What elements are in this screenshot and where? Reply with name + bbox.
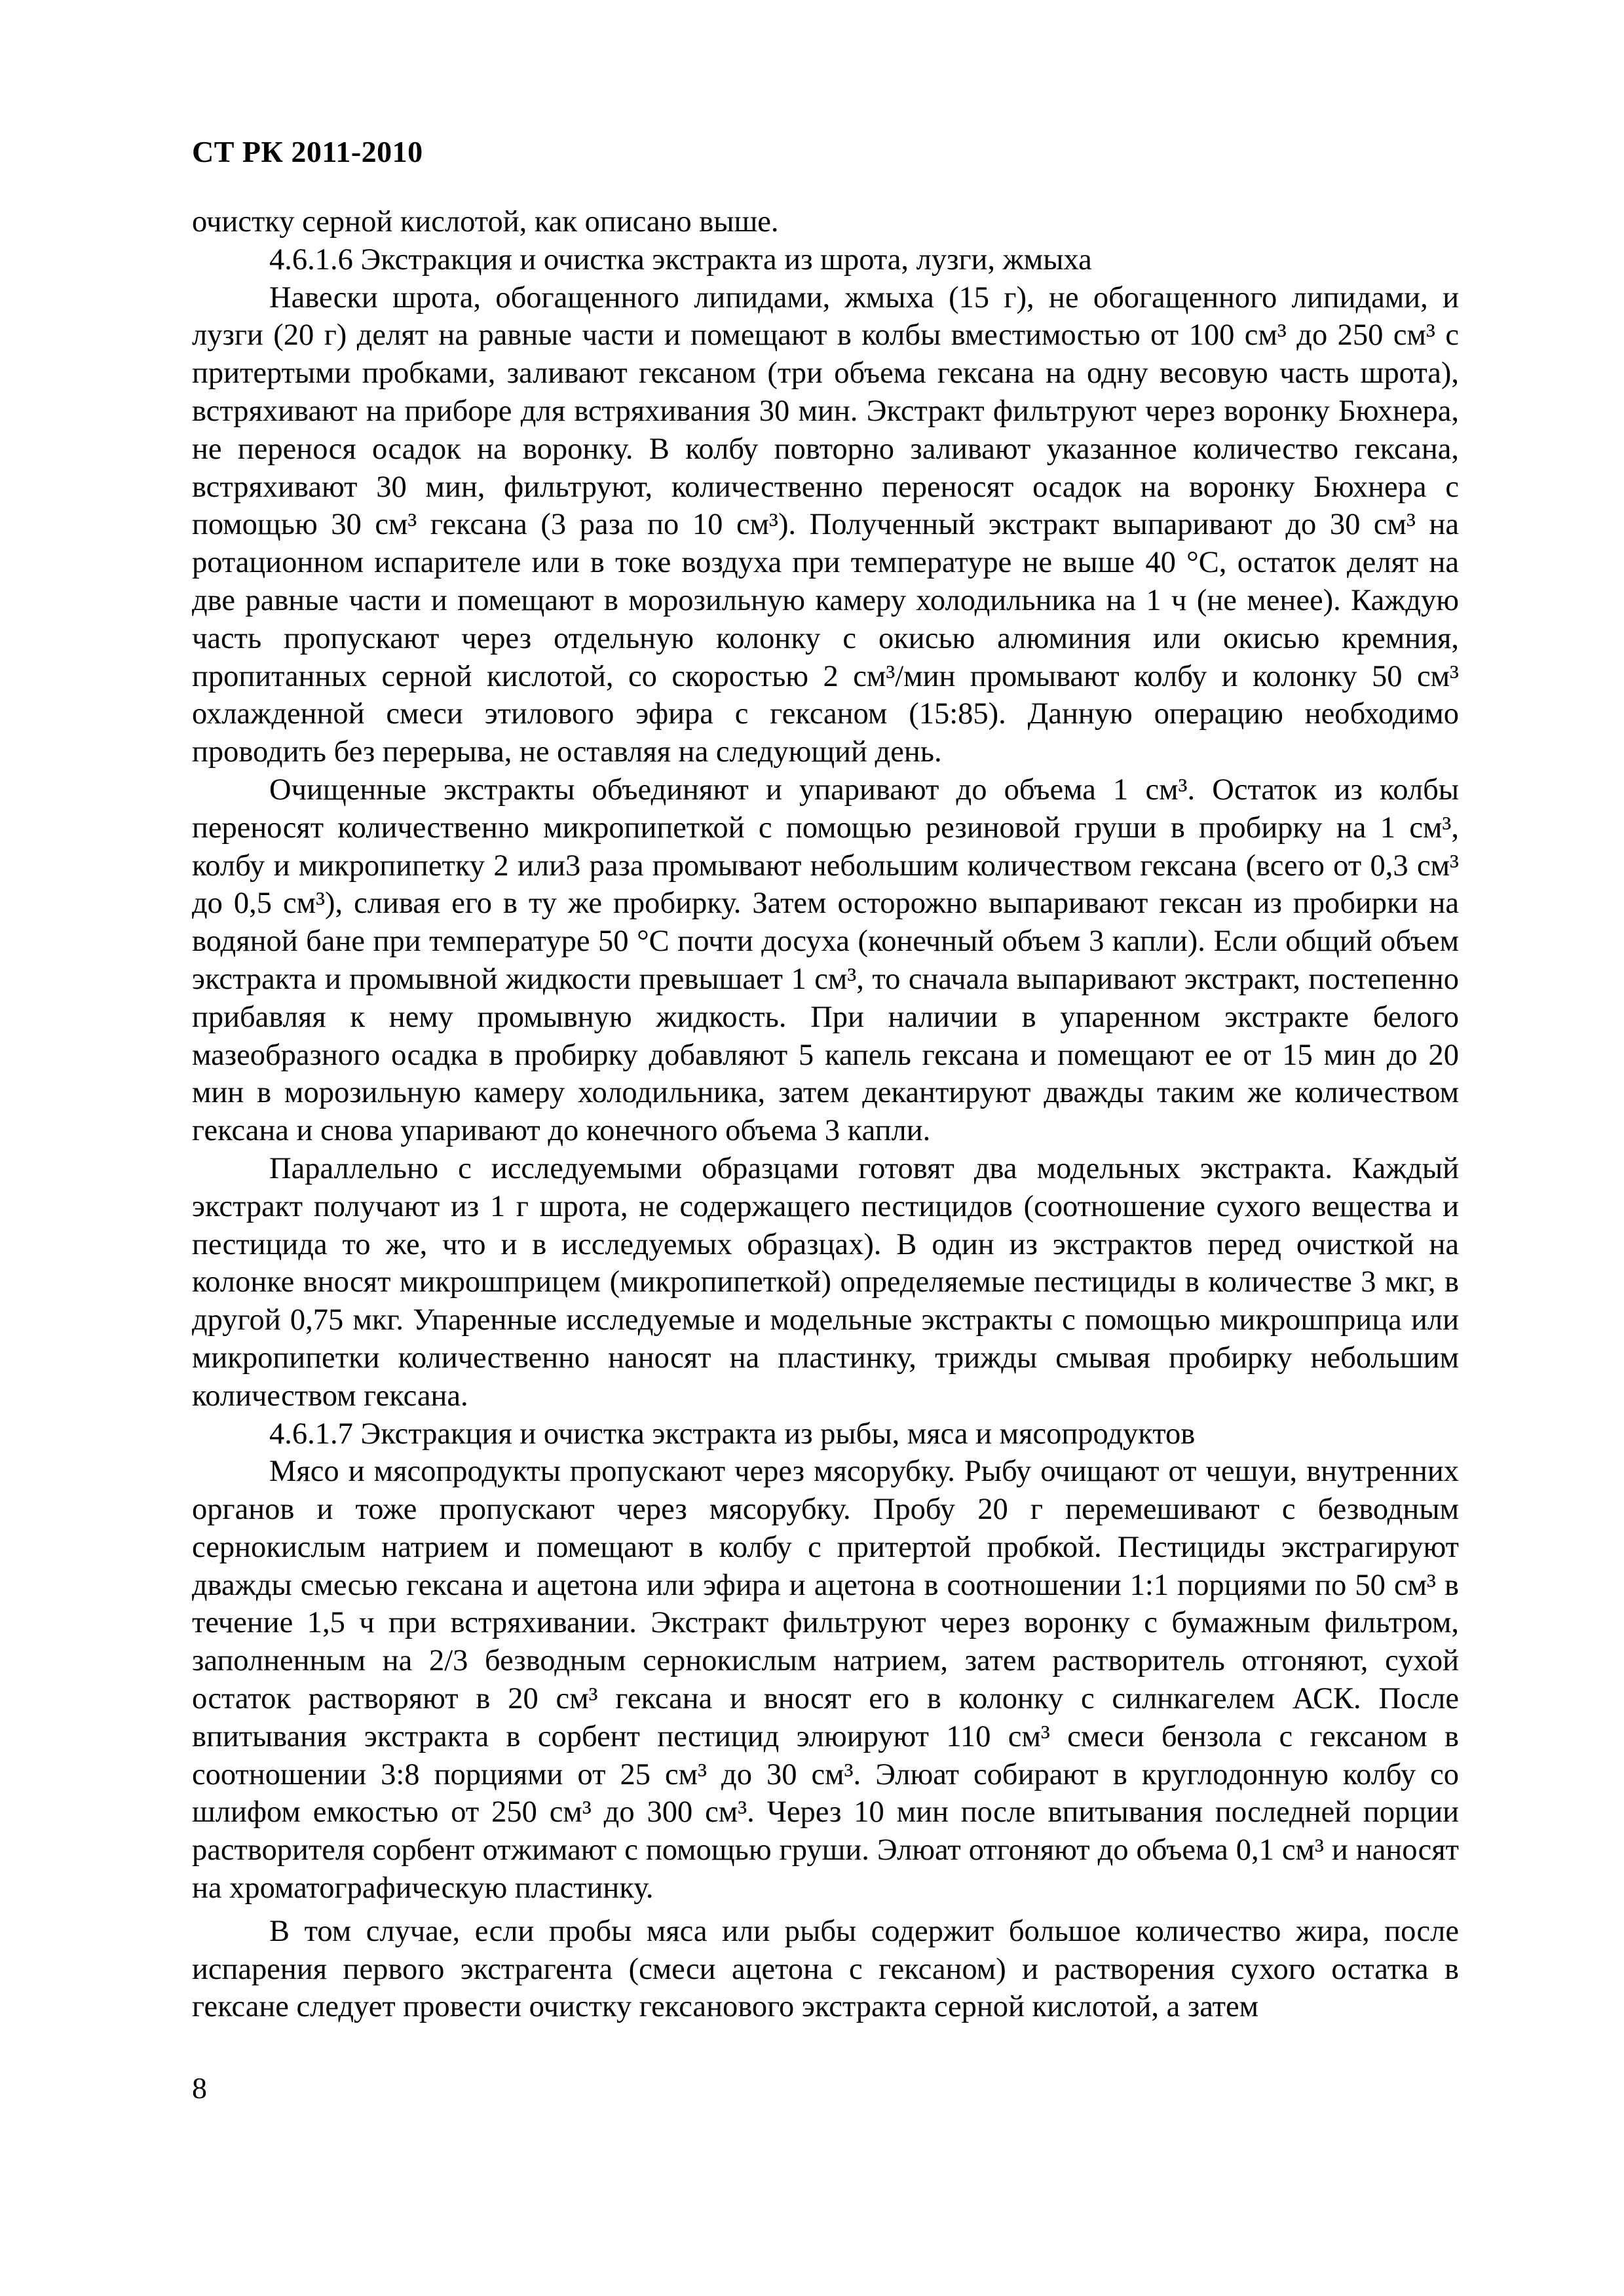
section-heading-4-6-1-6: 4.6.1.6 Экстракция и очистка экстракта из шрота, лузги, жмыха <box>269 242 1092 277</box>
paragraph: В том случае, если пробы мяса или рыбы содержит большое количество жира, после испарения первого экстрагента (смеси ацетона с гексаном) и растворения сухого остатка в гексане следует провести очистку гексанового экстракта серной кислотой, а затем <box>192 1914 1459 2024</box>
section-heading-4-6-1-7: 4.6.1.7 Экстракция и очистка экстракта из рыбы, мяса и мясопродуктов <box>269 1417 1196 1451</box>
page-number: 8 <box>192 2071 207 2105</box>
paragraph: Параллельно с исследуемыми образцами готовят два модельных экстракта. Каждый экстракт получают из 1 г шрота, не содержащего пестицидов (соотношение сухого вещества и пестицида то же, что и в исследуемых образцах). В один из экстрактов перед очисткой на колонке вносят микрошприцем (микропипеткой) определяемые пестициды в количестве 3 мкг, в другой 0,75 мкг. Упаренные исследуемые и модельные экстракты с помощью микрошприца или микропипетки количественно наносят на пластинку, трижды смывая пробирку небольшим количеством гексана. <box>192 1151 1459 1413</box>
paragraph: Мясо и мясопродукты пропускают через мясорубку. Рыбу очищают от чешуи, внутренних органов и тоже пропускают через мясорубку. Пробу 20 г перемешивают с безводным сернокислым натрием и помещают в колбу с притертой пробкой. Пестициды экстрагируют дважды смесью гексана и ацетона или эфира и ацетона в соотношении 1:1 порциями по 50 см³ в течение 1,5 ч при встряхивании. Экстракт фильтруют через воронку с бумажным фильтром, заполненным на 2/3 безводным сернокислым натрием, затем растворитель отгоняют, сухой остаток растворяют в 20 см³ гексана и вносят его в колонку с силнкагелем АСК. После впитывания экстракта в сорбент пестицид элюируют 110 см³ смеси бензола с гексаном в соотношении 3:8 порциями от 25 см³ до 30 см³. Элюат собирают в круглодонную колбу со шлифом емкостью от 250 см³ до 300 см³. Через 10 мин после впитывания последней порции растворителя сорбент отжимают с помощью груши. Элюат отгоняют до объема 0,1 см³ и наносят на хроматографическую пластинку. <box>192 1455 1459 1905</box>
page-body <box>192 203 1459 2026</box>
paragraph: Навески шрота, обогащенного липидами, жмыха (15 г), не обогащенного липидами, и лузги (20 г) делят на равные части и помещают в колбы вместимостью от 100 см³ до 250 см³ с притертыми пробками, заливают гексаном (три объема гексана на одну весовую часть шрота), встряхивают на приборе для встряхивания 30 мин. Экстракт фильтруют через воронку Бюхнера, не перенося осадок на воронку. В колбу повторно заливают указанное количество гексана, встряхивают 30 мин, фильтруют, количественно переносят осадок на воронку Бюхнера с помощью 30 см³ гексана (3 раза по 10 см³). Полученный экстракт выпаривают до 30 см³ на ротационном испарителе или в токе воздуха при температуре не выше 40 °С, остаток делят на две равные части и помещают в морозильную камеру холодильника на 1 ч (не менее). Каждую часть пропускают через отдельную колонку с окисью алюминия или окисью кремния, пропитанных серной кислотой, со скоростью 2 см³/мин промывают колбу и колонку 50 см³ охлажденной смеси этилового эфира с гексаном (15:85). Данную операцию необходимо проводить без перерыва, не оставляя на следующий день. <box>192 280 1459 769</box>
paragraph-continuation: очистку серной кислотой, как описано выше. <box>192 205 779 239</box>
standard-designation: СТ РК 2011-2010 <box>192 135 423 168</box>
paragraph: Очищенные экстракты объединяют и упаривают до объема 1 см³. Остаток из колбы переносят количественно микропипеткой с помощью резиновой груши в пробирку на 1 см³, колбу и микропипетку 2 или3 раза промывают небольшим количеством гексана (всего от 0,3 см³ до 0,5 см³), сливая его в ту же пробирку. Затем осторожно выпаривают гексан из пробирки на водяной бане при температуре 50 °С почти досуха (конечный объем 3 капли). Если общий объем экстракта и промывной жидкости превышает 1 см³, то сначала выпаривают экстракт, постепенно прибавляя к нему промывную жидкость. При наличии в упаренном экстракте белого мазеобразного осадка в пробирку добавляют 5 капель гексана и помещают ее от 15 мин до 20 мин в морозильную камеру холодильника, затем декантируют дважды таким же количеством гексана и снова упаривают до конечного объема 3 капли. <box>192 773 1459 1148</box>
